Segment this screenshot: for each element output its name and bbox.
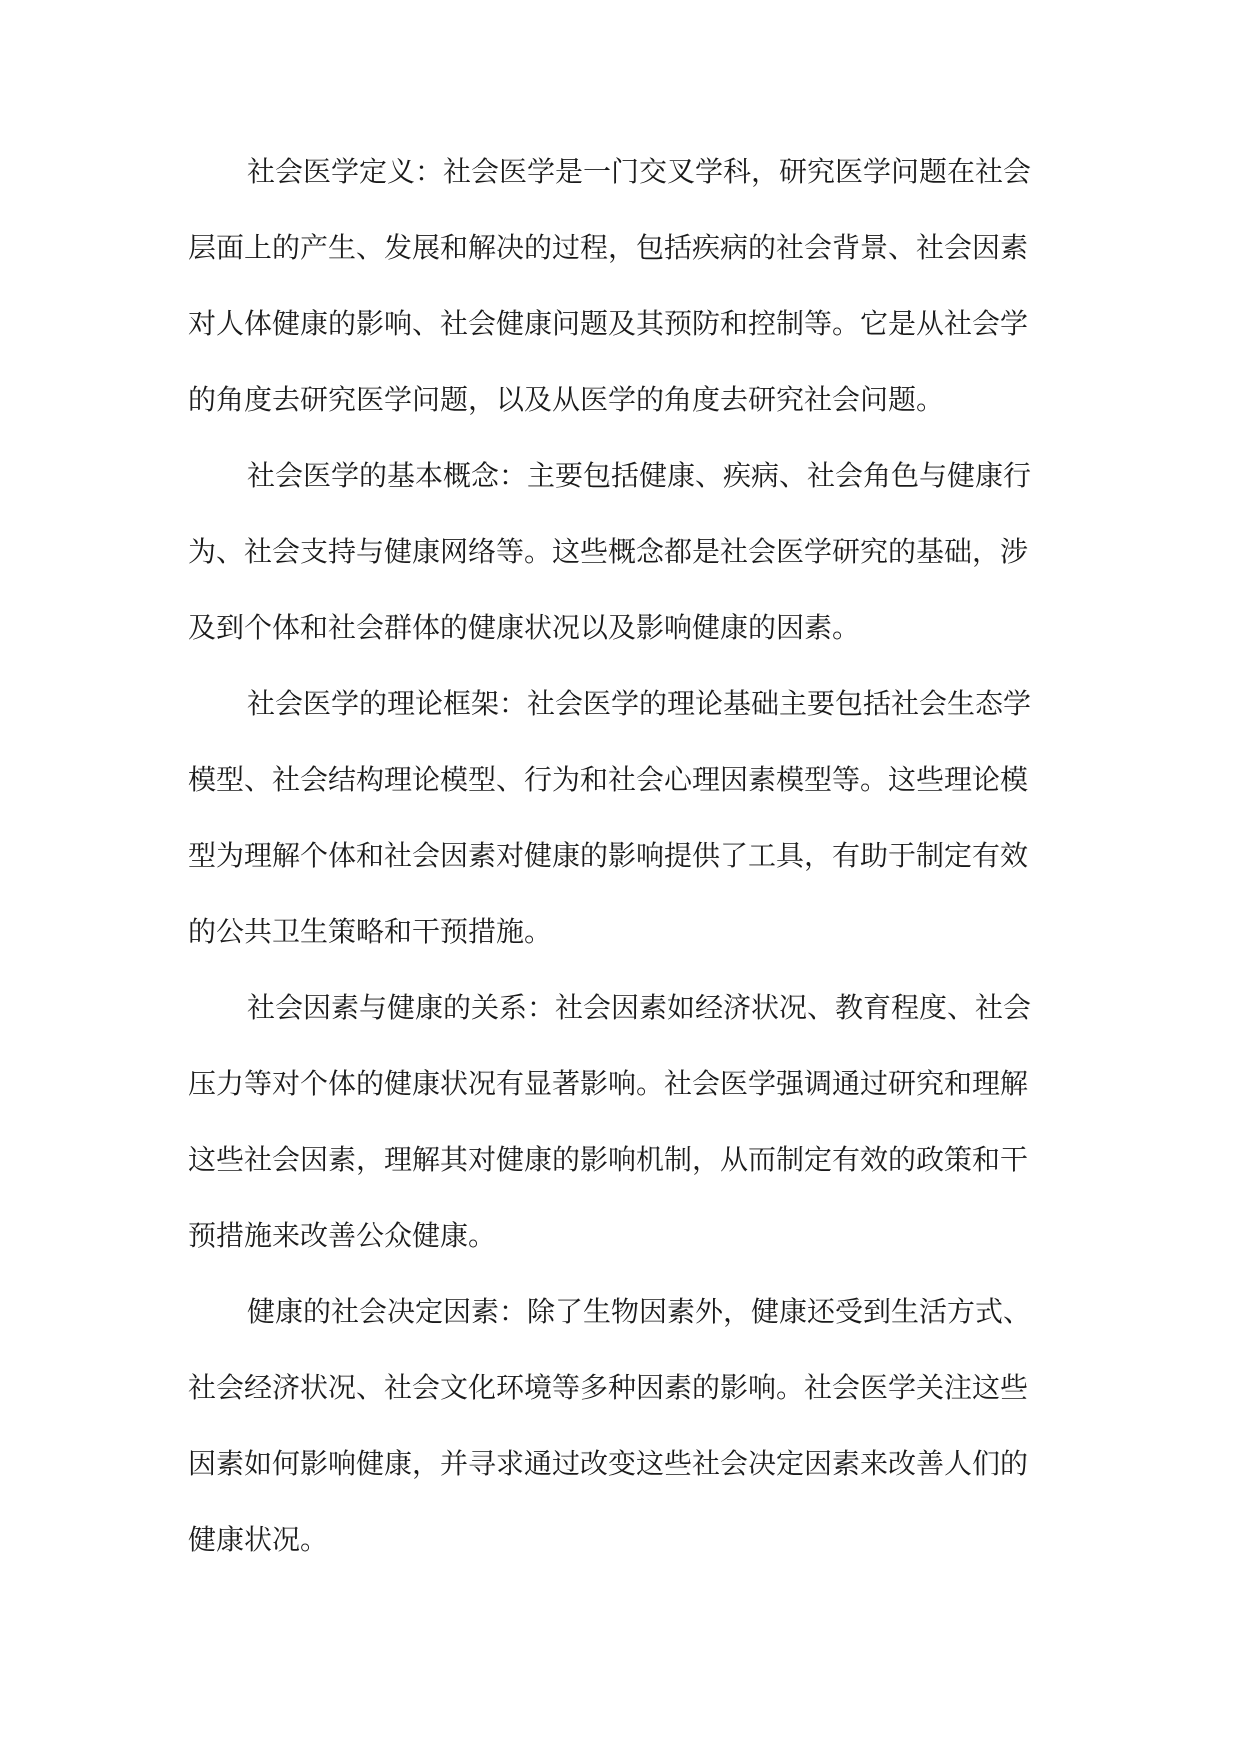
paragraph-line: 层面上的产生、发展和解决的过程，包括疾病的社会背景、社会因素 <box>188 231 1029 264</box>
paragraph-line: 社会因素与健康的关系：社会因素如经济状况、教育程度、社会 <box>247 991 1032 1024</box>
paragraph-line: 预措施来改善公众健康。 <box>188 1219 497 1252</box>
paragraph-social-factors-health <box>188 986 1054 1290</box>
paragraph-line: 型为理解个体和社会因素对健康的影响提供了工具，有助于制定有效 <box>188 839 1029 872</box>
paragraph-basic-concepts <box>188 454 1054 682</box>
paragraph-line: 健康状况。 <box>188 1523 329 1556</box>
paragraph-line: 社会医学的基本概念：主要包括健康、疾病、社会角色与健康行 <box>247 459 1032 492</box>
paragraph-theoretical-framework <box>188 682 1054 986</box>
paragraph-line: 为、社会支持与健康网络等。这些概念都是社会医学研究的基础，涉 <box>188 535 1029 568</box>
paragraph-social-medicine-definition <box>188 150 1054 454</box>
paragraph-line: 及到个体和社会群体的健康状况以及影响健康的因素。 <box>188 611 861 644</box>
paragraph-line: 模型、社会结构理论模型、行为和社会心理因素模型等。这些理论模 <box>188 763 1029 796</box>
paragraph-line: 社会经济状况、社会文化环境等多种因素的影响。社会医学关注这些 <box>188 1371 1029 1404</box>
document-body <box>188 150 1054 1594</box>
paragraph-line: 的公共卫生策略和干预措施。 <box>188 915 553 948</box>
paragraph-line: 对人体健康的影响、社会健康问题及其预防和控制等。它是从社会学 <box>188 307 1029 340</box>
paragraph-line: 健康的社会决定因素：除了生物因素外，健康还受到生活方式、 <box>247 1295 1032 1328</box>
paragraph-social-determinants <box>188 1290 1054 1594</box>
paragraph-line: 社会医学的理论框架：社会医学的理论基础主要包括社会生态学 <box>247 687 1032 720</box>
paragraph-line: 的角度去研究医学问题，以及从医学的角度去研究社会问题。 <box>188 383 945 416</box>
paragraph-line: 社会医学定义：社会医学是一门交叉学科，研究医学问题在社会 <box>247 155 1032 188</box>
paragraph-line: 这些社会因素，理解其对健康的影响机制，从而制定有效的政策和干 <box>188 1143 1029 1176</box>
paragraph-line: 压力等对个体的健康状况有显著影响。社会医学强调通过研究和理解 <box>188 1067 1029 1100</box>
paragraph-line: 因素如何影响健康，并寻求通过改变这些社会决定因素来改善人们的 <box>188 1447 1029 1480</box>
